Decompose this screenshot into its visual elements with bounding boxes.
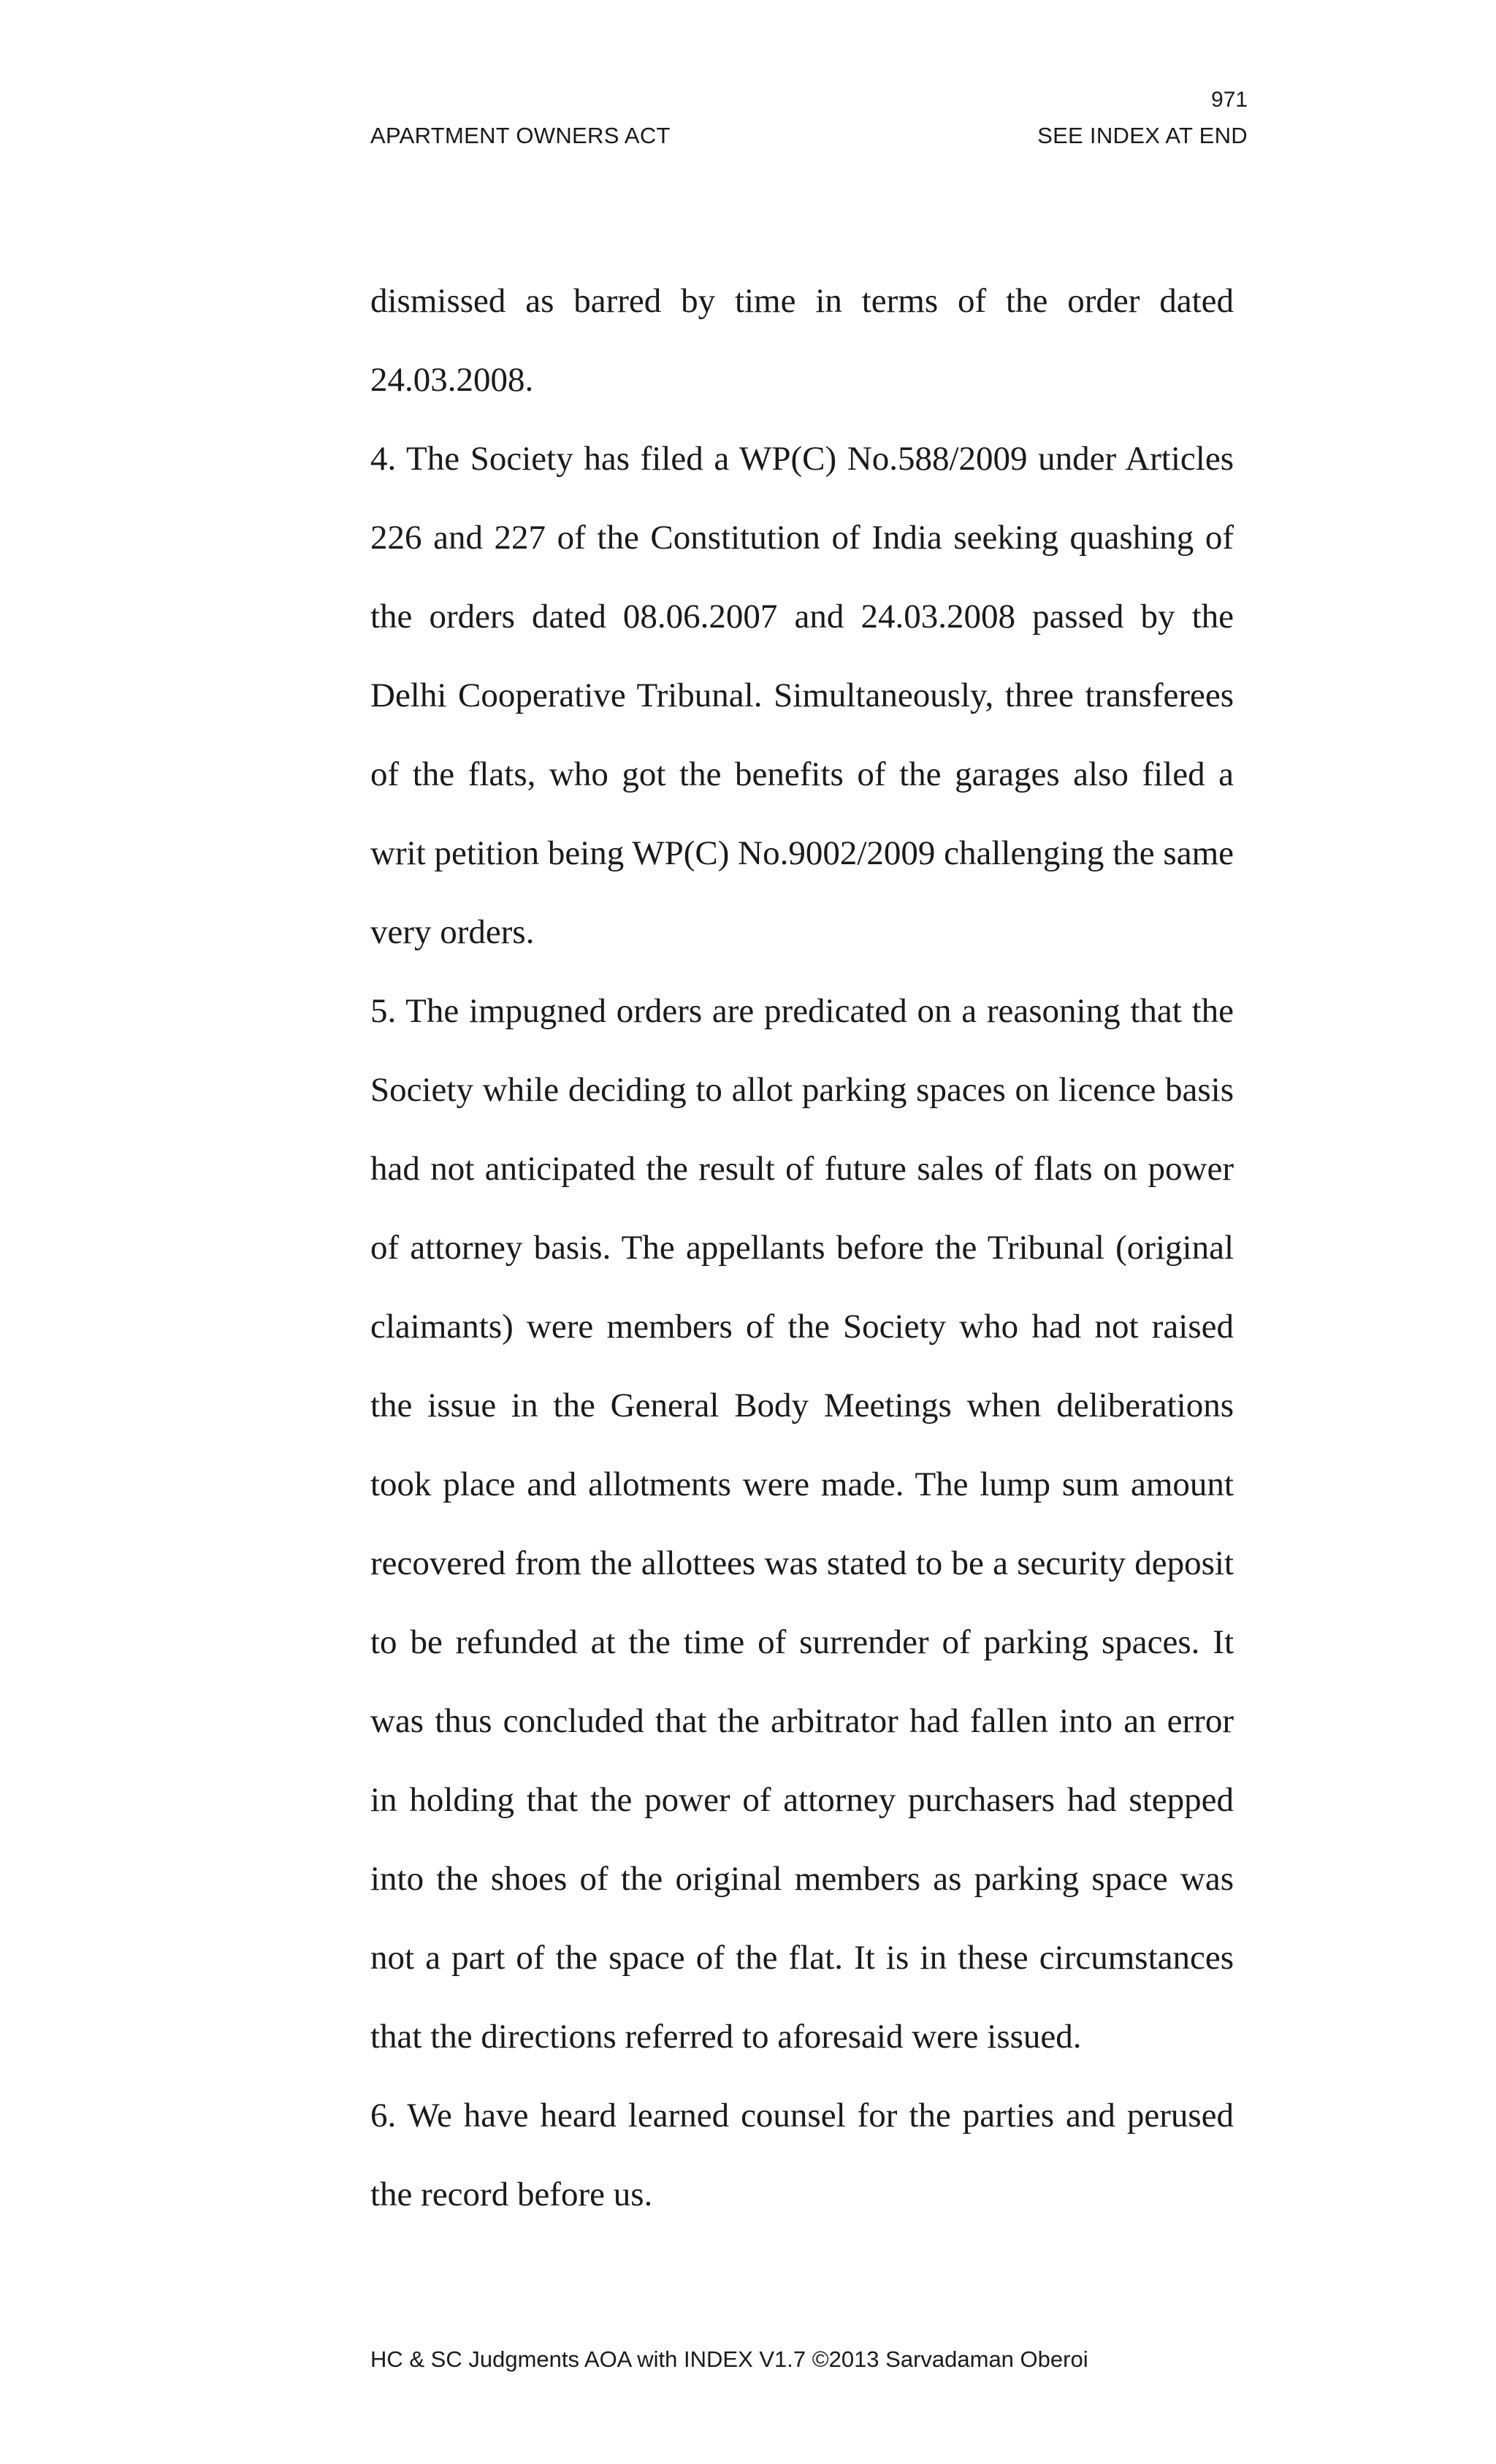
paragraph-6: 6. We have heard learned counsel for the parties and perused the record before us.	[370, 2097, 1234, 2213]
paragraph-continuation: dismissed as barred by time in terms of the order dated 24.03.2008.	[370, 282, 1234, 399]
running-header-index-note: SEE INDEX AT END	[1037, 123, 1248, 148]
document-body	[370, 262, 1234, 2234]
page-footer: HC & SC Judgments AOA with INDEX V1.7 ©2013 Sarvadaman Oberoi	[370, 2346, 1088, 2372]
paragraph-5: 5. The impugned orders are predicated on a reasoning that the Society while deciding to allot parking spaces on licence basis had not anticipated the result of future sales of flats on power of attorney basis. The appellants before the Tribunal (original claimants) were members of the Society who had not raised the issue in the General Body Meetings when deliberations took place and allotments were made. The lump sum amount recovered from the allottees was stated to be a security deposit to be refunded at the time of surrender of parking spaces. It was thus concluded that the arbitrator had fallen into an error in holding that the power of attorney purchasers had stepped into the shoes of the original members as parking space was not a part of the space of the flat. It is in these circumstances that the directions referred to aforesaid were issued.	[370, 992, 1234, 2056]
paragraph-4: 4. The Society has filed a WP(C) No.588/2009 under Articles 226 and 227 of the Constitution of India seeking quashing of the orders dated 08.06.2007 and 24.03.2008 passed by the Delhi Cooperative Tribunal. Simultaneously, three transferees of the flats, who got the benefits of the garages also filed a writ petition being WP(C) No.9002/2009 challenging the same very orders.	[370, 440, 1234, 951]
page-number: 971	[1210, 88, 1248, 112]
running-header-title: APARTMENT OWNERS ACT	[370, 123, 671, 148]
